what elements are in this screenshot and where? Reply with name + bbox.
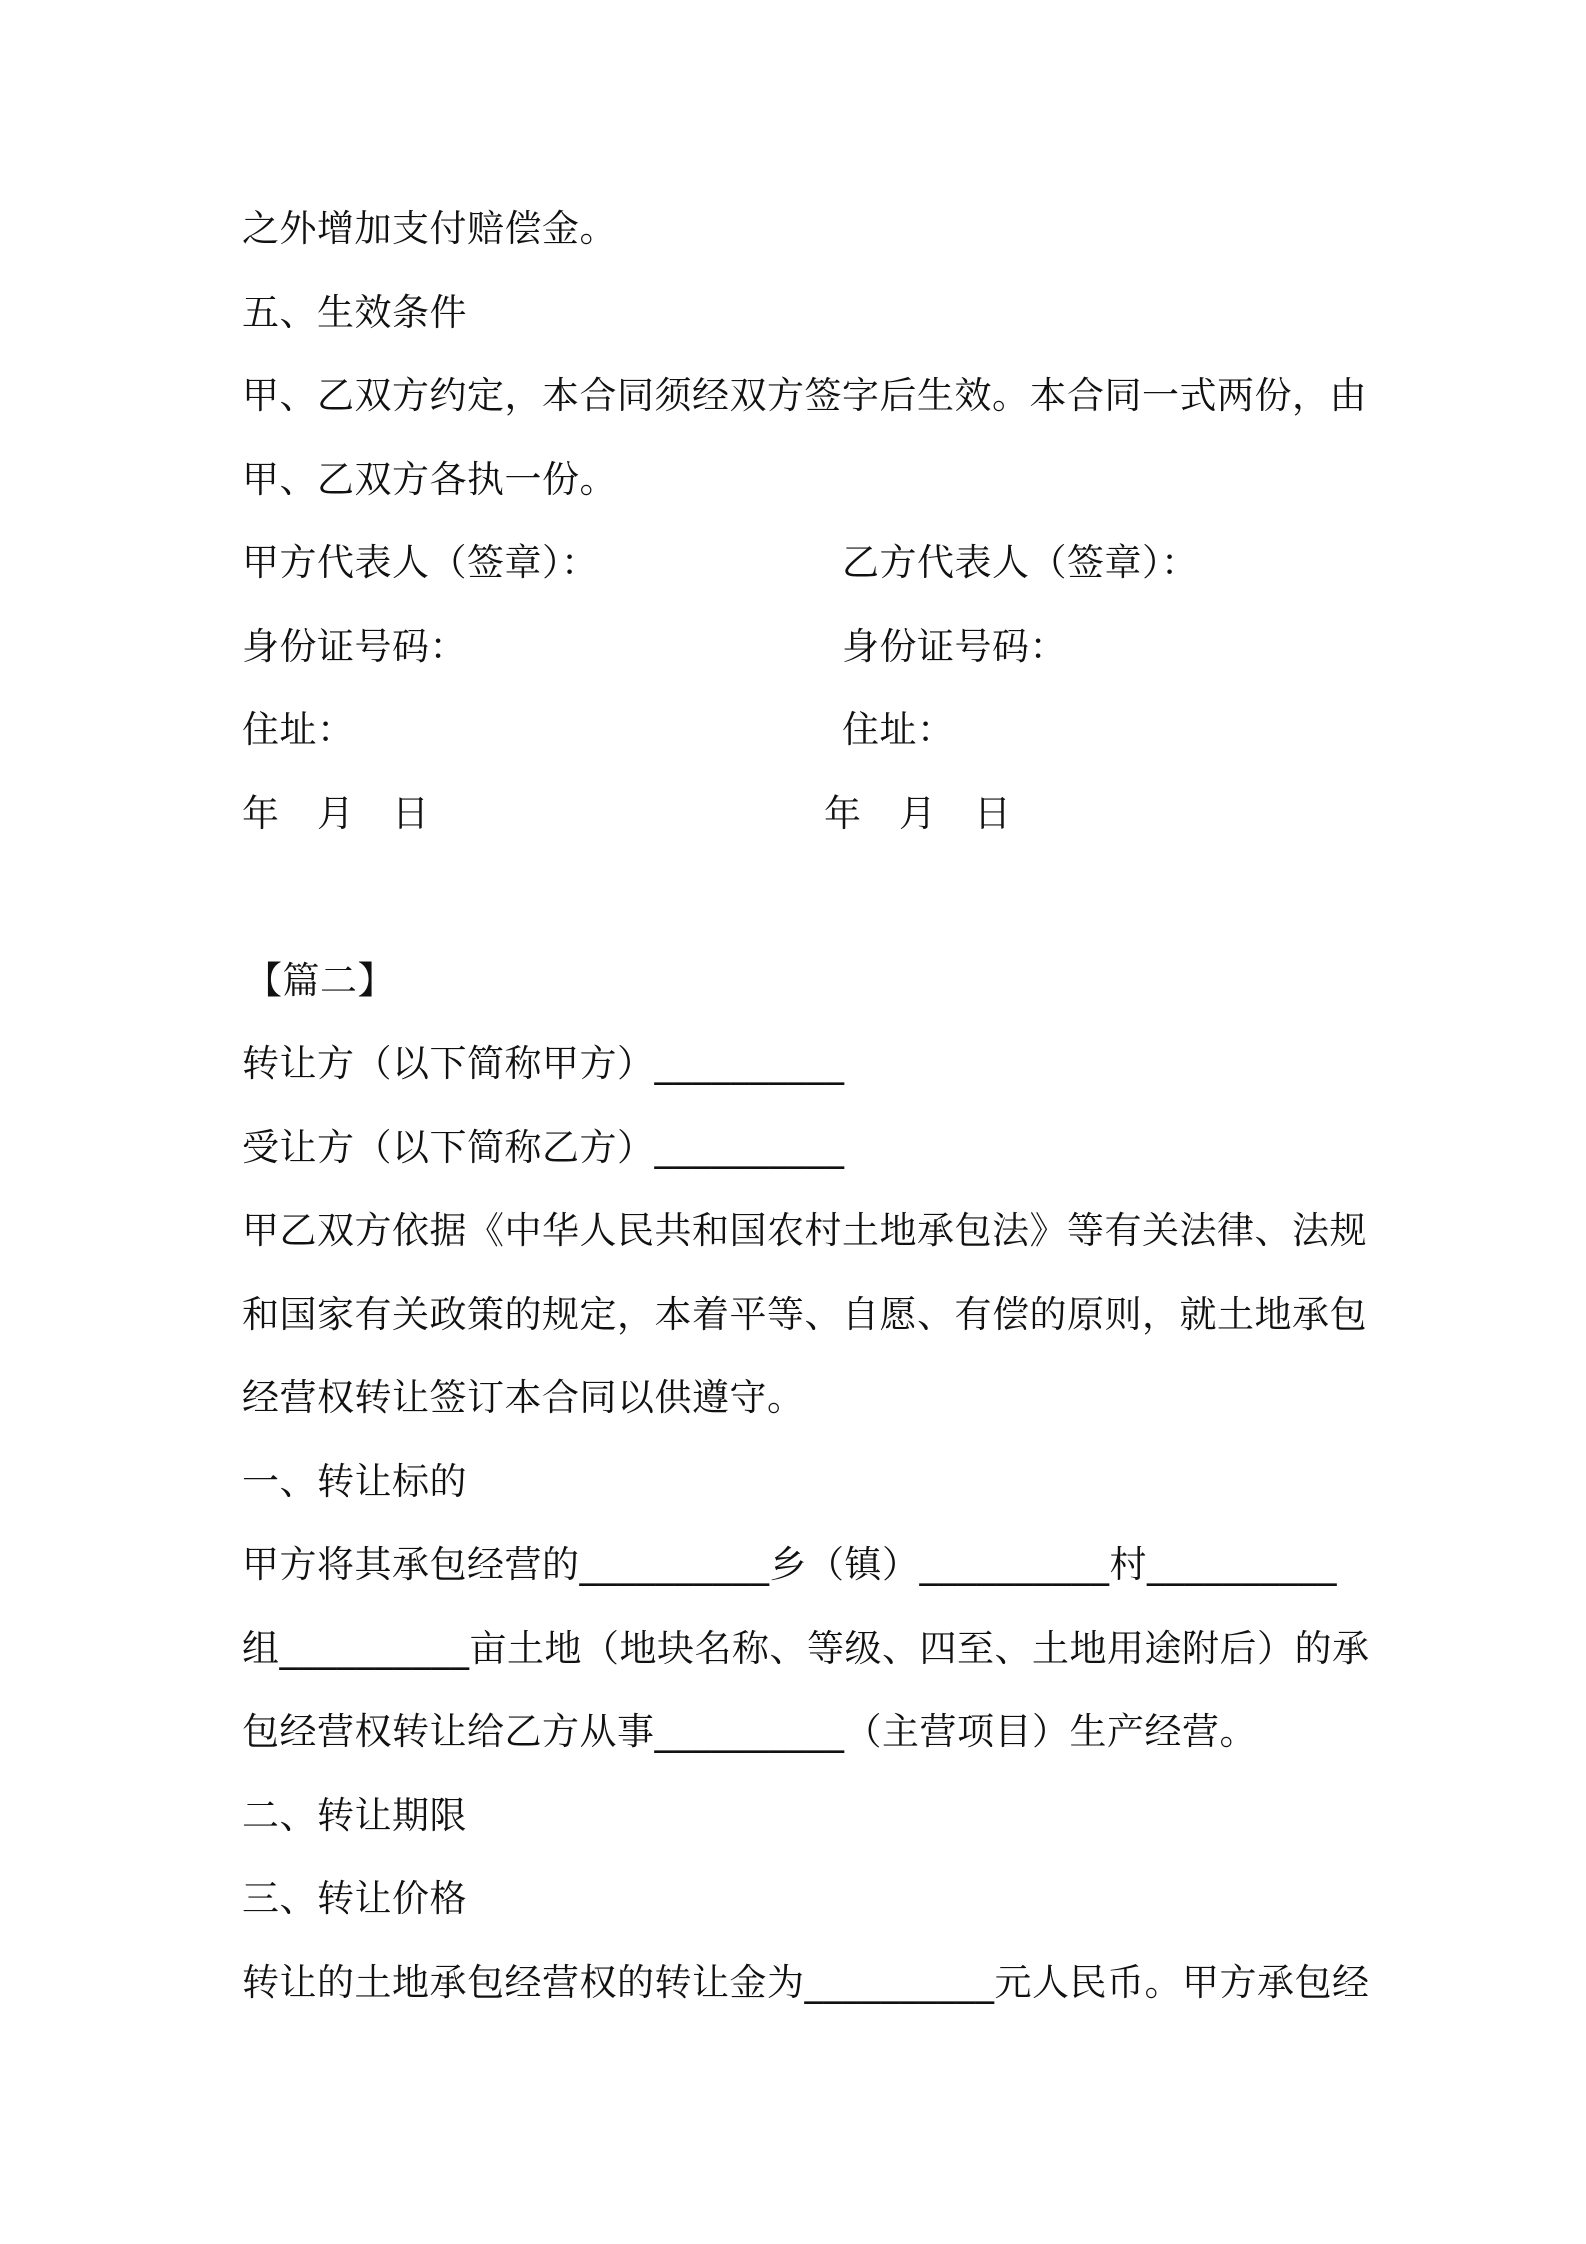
section-3-heading: 三、转让价格 xyxy=(242,1877,467,1920)
intro-line-1: 甲乙双方依据《中华人民共和国农村土地承包法》等有关法律、法规 xyxy=(242,1209,1367,1252)
party-b-address: 住址： xyxy=(842,708,955,751)
party-b-date: 年 月 日 xyxy=(824,792,1012,835)
intro-line-3: 经营权转让签订本合同以供遵守。 xyxy=(242,1376,805,1419)
section-1-text-line-1: 甲方将其承包经营的__________乡（镇）__________村__________ xyxy=(242,1543,1337,1586)
party-b-representative: 乙方代表人（签章）： xyxy=(842,541,1199,584)
party-b-id-number: 身份证号码： xyxy=(842,625,1067,668)
section-5-heading: 五、生效条件 xyxy=(242,291,467,334)
section-5-text-line-1: 甲、乙双方约定，本合同须经双方签字后生效。本合同一式两份，由 xyxy=(242,374,1367,417)
transferee-line: 受让方（以下简称乙方）__________ xyxy=(242,1126,845,1169)
paragraph-tail: 之外增加支付赔偿金。 xyxy=(242,207,617,250)
party-a-date: 年 月 日 xyxy=(242,792,430,835)
intro-line-2: 和国家有关政策的规定，本着平等、自愿、有偿的原则，就土地承包 xyxy=(242,1293,1367,1336)
party-a-representative: 甲方代表人（签章）： xyxy=(242,541,599,584)
section-5-text-line-2: 甲、乙双方各执一份。 xyxy=(242,458,617,501)
transferor-line: 转让方（以下简称甲方）__________ xyxy=(242,1042,845,1085)
section-1-heading: 一、转让标的 xyxy=(242,1460,467,1503)
section-2-heading: 二、转让期限 xyxy=(242,1794,467,1837)
section-1-text-line-2: 组__________亩土地（地块名称、等级、四至、土地用途附后）的承 xyxy=(242,1627,1370,1670)
part-two-title: 【篇二】 xyxy=(245,959,395,1002)
section-1-text-line-3: 包经营权转让给乙方从事__________（主营项目）生产经营。 xyxy=(242,1710,1257,1753)
section-3-text-line-1: 转让的土地承包经营权的转让金为__________元人民币。甲方承包经 xyxy=(242,1961,1370,2004)
party-a-id-number: 身份证号码： xyxy=(242,625,467,668)
party-a-address: 住址： xyxy=(242,708,355,751)
